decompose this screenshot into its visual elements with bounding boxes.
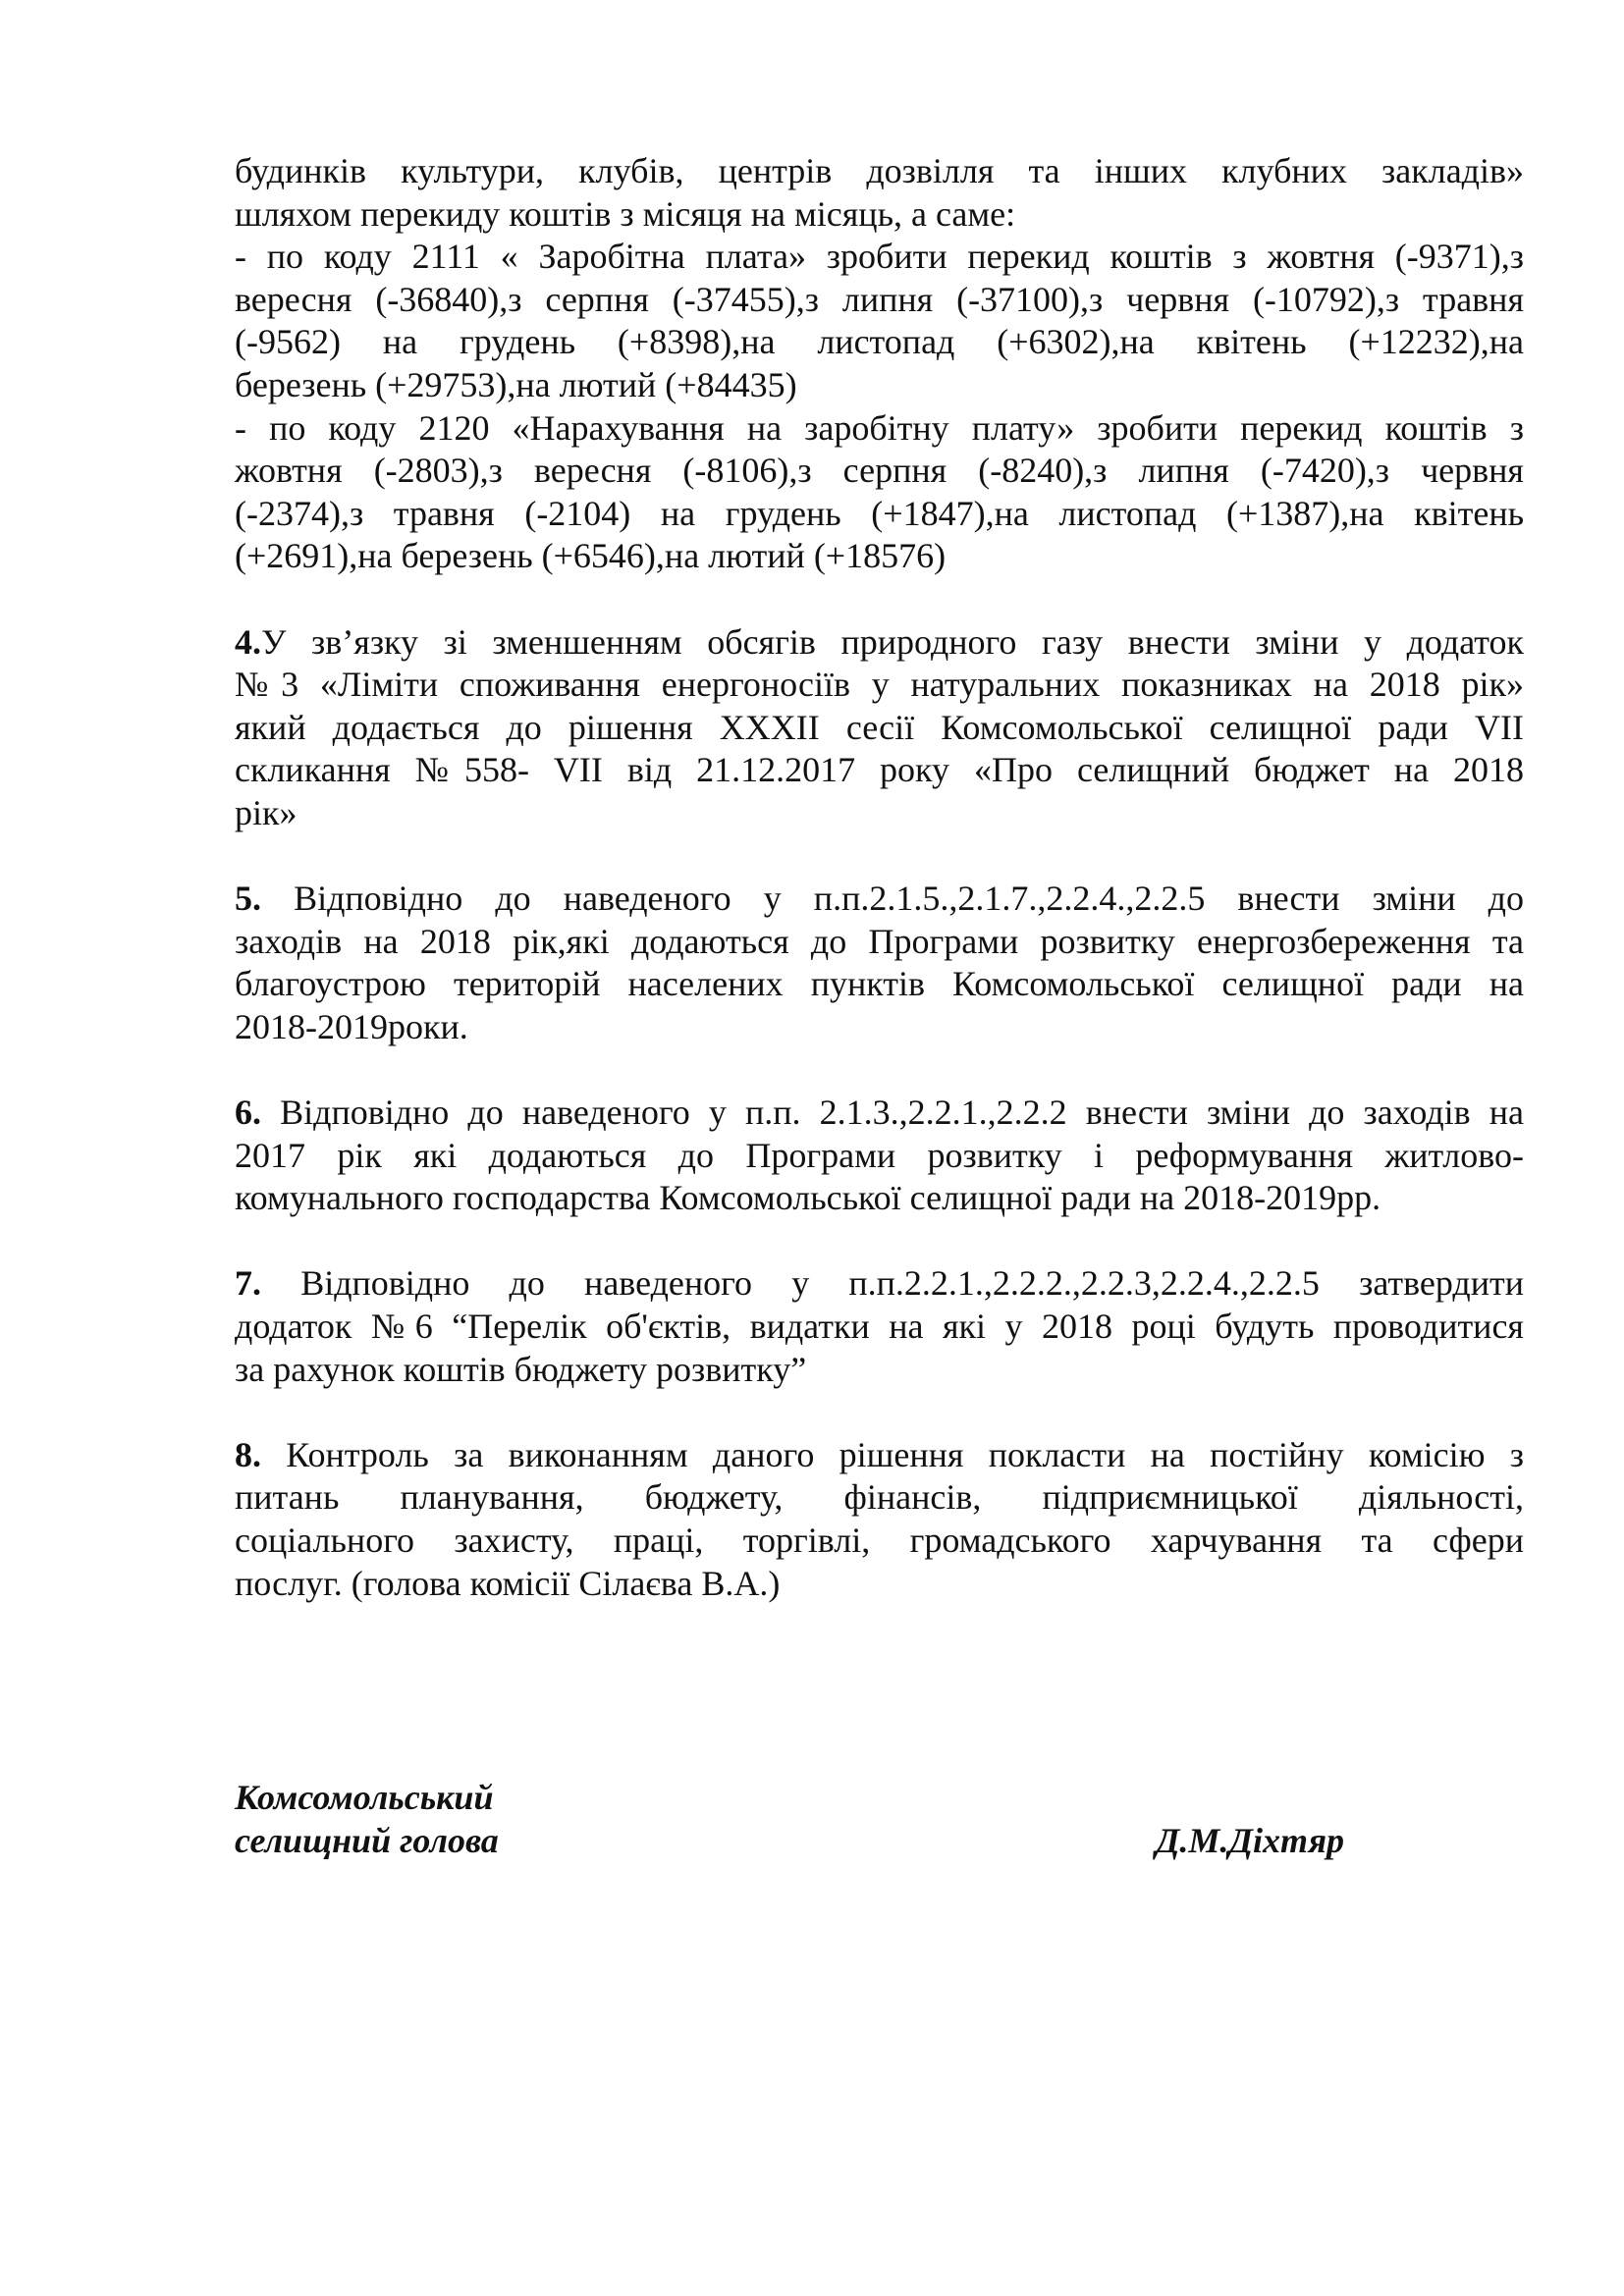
- item-text: Відповідно до наведеного у п.п.2.1.5.,2.1.7.,2.2.4.,2.2.5 внести зміни до: [261, 879, 1524, 919]
- document-body: [235, 150, 1524, 1605]
- item-number: 6.: [235, 1093, 261, 1133]
- item-number: 5.: [235, 879, 261, 919]
- text-line: (+2691),на березень (+6546),на лютий (+18576): [235, 536, 947, 576]
- signature-title-line-1: Комсомольський: [235, 1778, 494, 1817]
- text-line: соціального захисту, праці, торгівлі, громадського харчування та сфери: [235, 1521, 1524, 1560]
- text-line: - по коду 2111 « Заробітна плата» зробити перекид коштів з жовтня (-9371),з: [235, 237, 1524, 277]
- text-line: [235, 621, 1524, 665]
- text-line: будинків культури, клубів, центрів дозвілля та інших клубних закладів»: [235, 151, 1524, 190]
- item-4: [235, 621, 1524, 835]
- text-line: заходів на 2018 рік,які додаються до Програми розвитку енергозбереження та: [235, 921, 1524, 961]
- item-text: Відповідно до наведеного у п.п. 2.1.3.,2.2.1.,2.2.2 внести зміни до заходів на: [261, 1093, 1524, 1133]
- item-number: 8.: [235, 1434, 261, 1474]
- item-8: [235, 1434, 1524, 1605]
- signature-name: Д.М.Діхтяр: [1155, 1820, 1344, 1860]
- text-line: (-2374),з травня (-2104) на грудень (+1847),на листопад (+1387),на квітень: [235, 493, 1524, 533]
- item-number: 4.: [235, 621, 261, 662]
- text-line: [235, 1434, 1524, 1477]
- item-text: У зв’язку зі зменшенням обсягів природного газу внести зміни у додаток: [261, 621, 1524, 662]
- text-line: березень (+29753),на лютий (+84435): [235, 364, 797, 404]
- item-text: Контроль за виконанням даного рішення покласти на постійну комісію з: [261, 1434, 1524, 1474]
- text-line: питань планування, бюджету, фінансів, підприємницької діяльності,: [235, 1477, 1524, 1518]
- item-number: 7.: [235, 1263, 261, 1304]
- text-line: 2017 рік які додаються до Програми розвитку і реформування житлово-: [235, 1135, 1524, 1175]
- text-line: (-9562) на грудень (+8398),на листопад (+6302),на квітень (+12232),на: [235, 322, 1524, 362]
- text-line: скликання №558- VII від 21.12.2017 року «Про селищний бюджет на 2018: [235, 750, 1524, 790]
- text-line: №3 «Ліміти споживання енергоносіїв у натуральних показниках на 2018 рік»: [235, 665, 1524, 705]
- text-line: благоустрою територій населених пунктів Комсомольської селищної ради на: [235, 964, 1524, 1004]
- paragraph-3-continuation: [235, 150, 1524, 578]
- item-7: [235, 1262, 1524, 1391]
- text-line: шляхом перекиду коштів з місяця на місяць, а саме:: [235, 193, 1016, 234]
- text-line: вересня (-36840),з серпня (-37455),з липня (-37100),з червня (-10792),з травня: [235, 279, 1524, 319]
- text-line: [235, 1092, 1524, 1135]
- item-text: Відповідно до наведеного у п.п.2.2.1.,2.2.2.,2.2.3,2.2.4.,2.2.5 затвердити: [261, 1263, 1524, 1304]
- text-line: комунального господарства Комсомольської селищної ради на 2018-2019рр.: [235, 1178, 1381, 1218]
- signature-block: [235, 1777, 1344, 1862]
- text-line: послуг. (голова комісії Сілаєва В.А.): [235, 1563, 781, 1603]
- item-5: [235, 878, 1524, 1048]
- text-line: жовтня (-2803),з вересня (-8106),з серпня (-8240),з липня (-7420),з червня: [235, 451, 1524, 491]
- text-line: який додається до рішення XXXII сесії Комсомольської селищної ради VII: [235, 707, 1524, 747]
- text-line: - по коду 2120 «Нарахування на заробітну плату» зробити перекид коштів з: [235, 407, 1524, 448]
- text-line: за рахунок коштів бюджету розвитку”: [235, 1349, 807, 1389]
- text-line: рік»: [235, 792, 298, 832]
- item-6: [235, 1092, 1524, 1220]
- text-line: додаток №6 “Перелік об'єктів, видатки на які у 2018 році будуть проводитися: [235, 1307, 1524, 1347]
- text-line: 2018-2019роки.: [235, 1006, 468, 1046]
- text-line: [235, 1262, 1524, 1306]
- signature-title-line-2: селищний голова: [235, 1820, 499, 1860]
- text-line: [235, 878, 1524, 921]
